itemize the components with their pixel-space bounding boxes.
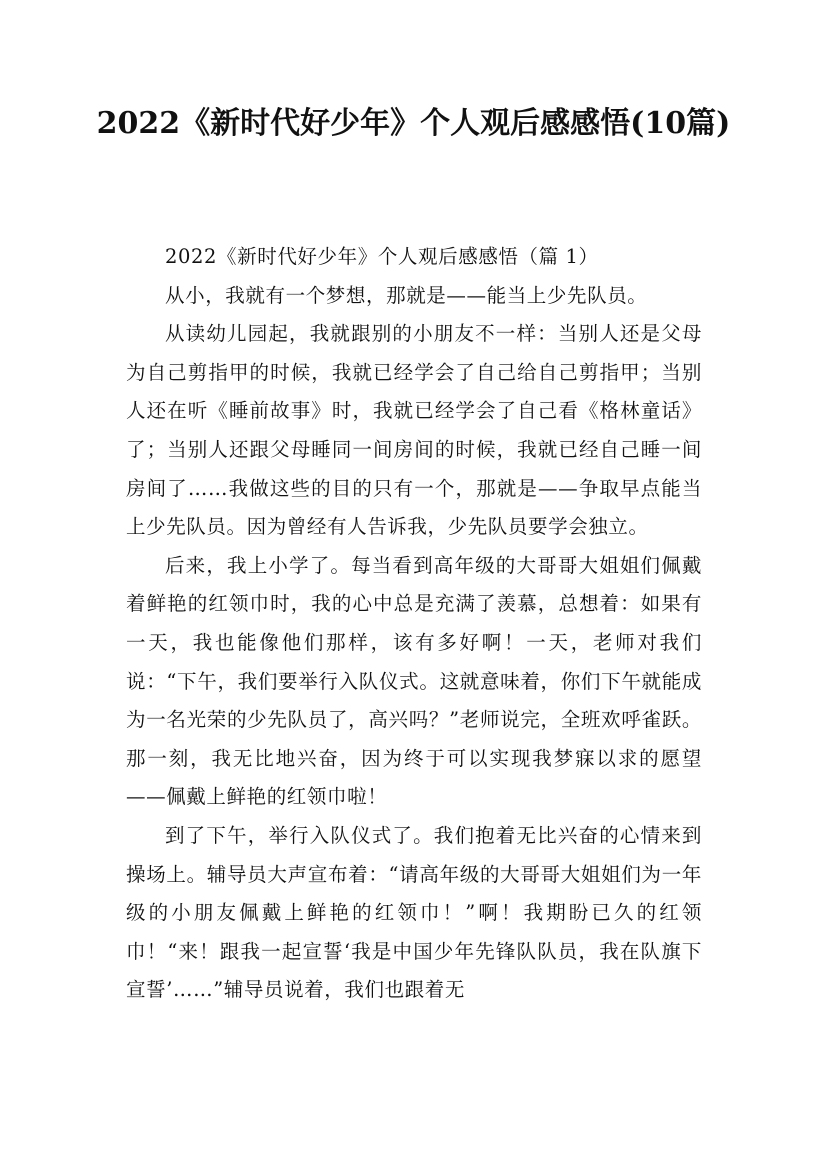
section-heading: 2022《新时代好少年》个人观后感感悟（篇 1） — [165, 245, 599, 268]
document-title: 2022《新时代好少年》个人观后感感悟(10篇) — [96, 106, 731, 141]
document-body — [126, 238, 702, 1010]
paragraph-2: 从读幼儿园起，我就跟别的小朋友不一样：当别人还是父母为自己剪指甲的时候，我就已经学会了自己给自己剪指甲；当别人还在听《睡前故事》时，我就已经学会了自己看《格林童话》了；当别人还跟父母睡同一间房间的时候，我就已经自己睡一间房间了……我做这些的目的只有一个，那就是——争取早点能当上少先队员。因为曾经有人告诉我，少先队员要学会独立。 — [126, 322, 702, 539]
paragraph-1: 从小，我就有一个梦想，那就是——能当上少先队员。 — [165, 283, 648, 307]
paragraph-3: 后来，我上小学了。每当看到高年级的大哥哥大姐姐们佩戴着鲜艳的红领巾时，我的心中总是充满了羡慕，总想着：如果有一天，我也能像他们那样，该有多好啊！一天，老师对我们说：“下午，我们要举行入队仪式。这就意味着，你们下午就能成为一名光荣的少先队员了，高兴吗？”老师说完，全班欢呼雀跃。那一刻，我无比地兴奋，因为终于可以实现我梦寐以求的愿望——佩戴上鲜艳的红领巾啦！ — [126, 553, 702, 809]
paragraph-4: 到了下午，举行入队仪式了。我们抱着无比兴奋的心情来到操场上。辅导员大声宣布着：“请高年级的大哥哥大姐姐们为一年级的小朋友佩戴上鲜艳的红领巾！”啊！我期盼已久的红领巾！“来！跟我一起宣誓‘我是中国少年先锋队队员，我在队旗下宣誓’……”辅导员说着，我们也跟着无 — [126, 823, 702, 1002]
